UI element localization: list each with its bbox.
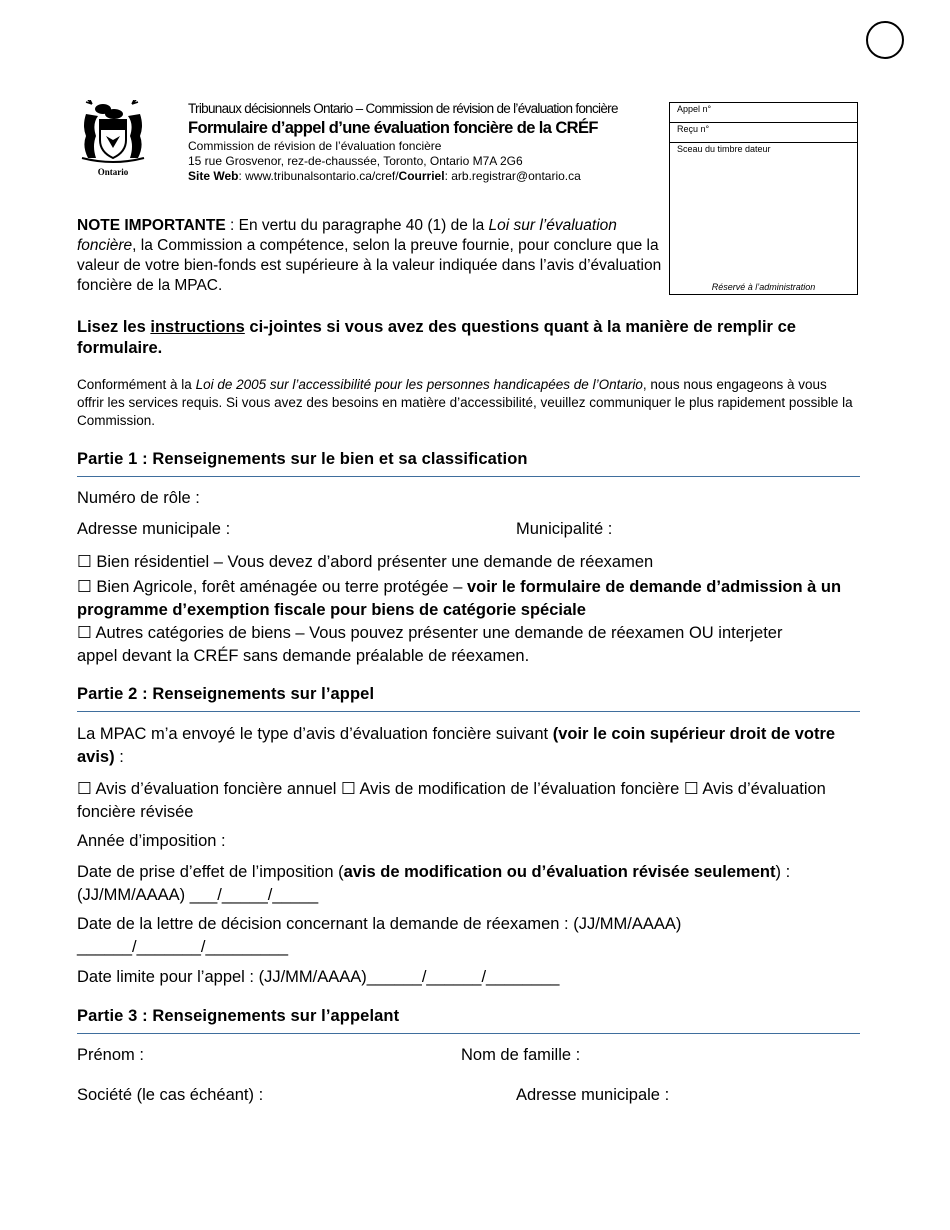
instructions-text: Lisez les — [77, 318, 151, 336]
notice-type-question — [77, 723, 862, 769]
notice-type-end: : — [114, 748, 124, 766]
option-annual-label: Avis d’évaluation foncière annuel — [91, 780, 341, 798]
option-farm — [77, 576, 867, 622]
checkbox-amended[interactable]: ☐ — [341, 780, 356, 798]
municipality-label: Municipalité : — [516, 520, 613, 538]
site-url[interactable]: : www.tribunalsontario.ca/cref/ — [238, 169, 399, 183]
checkbox-farm[interactable]: ☐ — [77, 578, 92, 596]
checkbox-residential[interactable]: ☐ — [77, 553, 92, 571]
effective-date-text: Date de prise d’effet de l’imposition ( — [77, 863, 344, 881]
effective-date-end: ) : (JJ/MM/AAAA) ___/_____/_____ — [77, 863, 791, 904]
part3-title: Partie 3 : Renseignements sur l’appelant — [77, 1007, 400, 1025]
part1-divider — [77, 476, 860, 477]
effective-date-field — [77, 861, 847, 907]
admin-use-box — [669, 102, 858, 295]
site-label: Site Web — [188, 169, 239, 183]
appeal-deadline-field: Date limite pour l’appel : (JJ/MM/AAAA)______/______/________ — [77, 968, 560, 986]
email-address[interactable]: : arb.registrar@ontario.ca — [444, 169, 581, 183]
accessibility-text-end: , nous nous engageons à vous offrir les services requis. Si vous avez des besoins en matière d’accessibilité, veuillez communiquer le plus rapidement possible la Commission. — [77, 377, 853, 428]
notice-type-text: La MPAC m’a envoyé le type d’avis d’évaluation foncière suivant — [77, 725, 553, 743]
checkbox-annual[interactable]: ☐ — [77, 780, 92, 798]
municipal-address-label: Adresse municipale : — [77, 520, 231, 538]
option-amended-label: Avis de modification de l’évaluation foncière — [355, 780, 684, 798]
ontario-coat-of-arms-logo — [78, 100, 148, 180]
decision-date-field: Date de la lettre de décision concernant la demande de réexamen : (JJ/MM/AAAA) ______/_______/_________ — [77, 915, 682, 956]
tax-year-label: Année d’imposition : — [77, 832, 226, 850]
note-text-end: , la Commission a compétence, selon la preuve fournie, pour conclure que la valeur de votre bien-fonds est supérieure à la valeur indiquée dans l’avis d’évaluation foncière de la MPAC. — [77, 237, 662, 294]
important-note — [77, 216, 662, 296]
option-farm-bold: voir le formulaire de demande d’admission à un programme d’exemption fiscale pour biens de catégorie spéciale — [77, 578, 842, 619]
option-residential — [77, 551, 867, 574]
page-corner-circle — [866, 21, 904, 59]
commission-address: 15 rue Grosvenor, rez-de-chaussée, Toronto, Ontario M7A 2G6 — [188, 154, 523, 168]
instructions-link[interactable]: instructions — [150, 318, 245, 336]
instructions-notice — [77, 317, 857, 359]
date-stamp-area: Sceau du timbre dateur — [677, 144, 771, 154]
last-name-label: Nom de famille : — [461, 1046, 581, 1064]
option-other — [77, 622, 822, 668]
accessibility-law-title: Loi de 2005 sur l’accessibilité pour les personnes handicapées de l’Ontario — [195, 377, 643, 392]
note-label: NOTE IMPORTANTE — [77, 217, 226, 234]
logo-caption: Ontario — [97, 167, 129, 177]
company-label: Société (le cas échéant) : — [77, 1086, 264, 1104]
form-title: Formulaire d’appel d’une évaluation foncière de la CRÉF — [188, 119, 598, 137]
roll-number-label: Numéro de rôle : — [77, 489, 200, 507]
commission-name: Commission de révision de l’évaluation foncière — [188, 139, 442, 153]
form-header — [188, 101, 658, 184]
first-name-label: Prénom : — [77, 1046, 144, 1064]
admin-reserved-label: Réservé à l’administration — [711, 282, 816, 292]
notice-type-bold: (voir le coin supérieur droit de votre avis) — [77, 725, 836, 766]
notice-type-options — [77, 778, 837, 824]
receipt-number-field: Reçu n° — [670, 123, 857, 143]
option-residential-label: Bien résidentiel – Vous devez d’abord présenter une demande de réexamen — [91, 553, 654, 571]
email-label: Courriel — [398, 169, 445, 183]
part2-divider — [77, 711, 860, 712]
contact-line — [188, 169, 658, 184]
note-text: : En vertu du paragraphe 40 (1) de la — [225, 217, 489, 234]
street-address-label: Adresse municipale : — [516, 1086, 670, 1104]
part2-title: Partie 2 : Renseignements sur l’appel — [77, 685, 375, 703]
option-revised-label: Avis d’évaluation foncière révisée — [77, 780, 826, 821]
accessibility-text: Conformément à la — [77, 377, 196, 392]
checkbox-other[interactable]: ☐ — [77, 624, 92, 642]
instructions-text-end: ci-jointes si vous avez des questions quant à la manière de remplir ce formulaire. — [77, 318, 796, 357]
note-law-title: Loi sur l’évaluation foncière — [77, 217, 617, 254]
option-other-label: Autres catégories de biens – Vous pouvez présenter une demande de réexamen OU interjeter appel devant la CRÉF sans demande préalable de réexamen. — [77, 624, 783, 665]
tribunal-name: Tribunaux décisionnels Ontario – Commission de révision de l’évaluation foncière — [188, 101, 618, 116]
checkbox-revised[interactable]: ☐ — [683, 780, 699, 798]
part3-divider — [77, 1033, 860, 1034]
option-farm-label: Bien Agricole, forêt aménagée ou terre protégée – — [91, 578, 467, 596]
effective-date-bold: avis de modification ou d’évaluation révisée seulement — [343, 863, 776, 881]
accessibility-statement — [77, 376, 857, 430]
part1-title: Partie 1 : Renseignements sur le bien et sa classification — [77, 450, 528, 468]
appeal-number-field: Appel n° — [670, 103, 857, 123]
